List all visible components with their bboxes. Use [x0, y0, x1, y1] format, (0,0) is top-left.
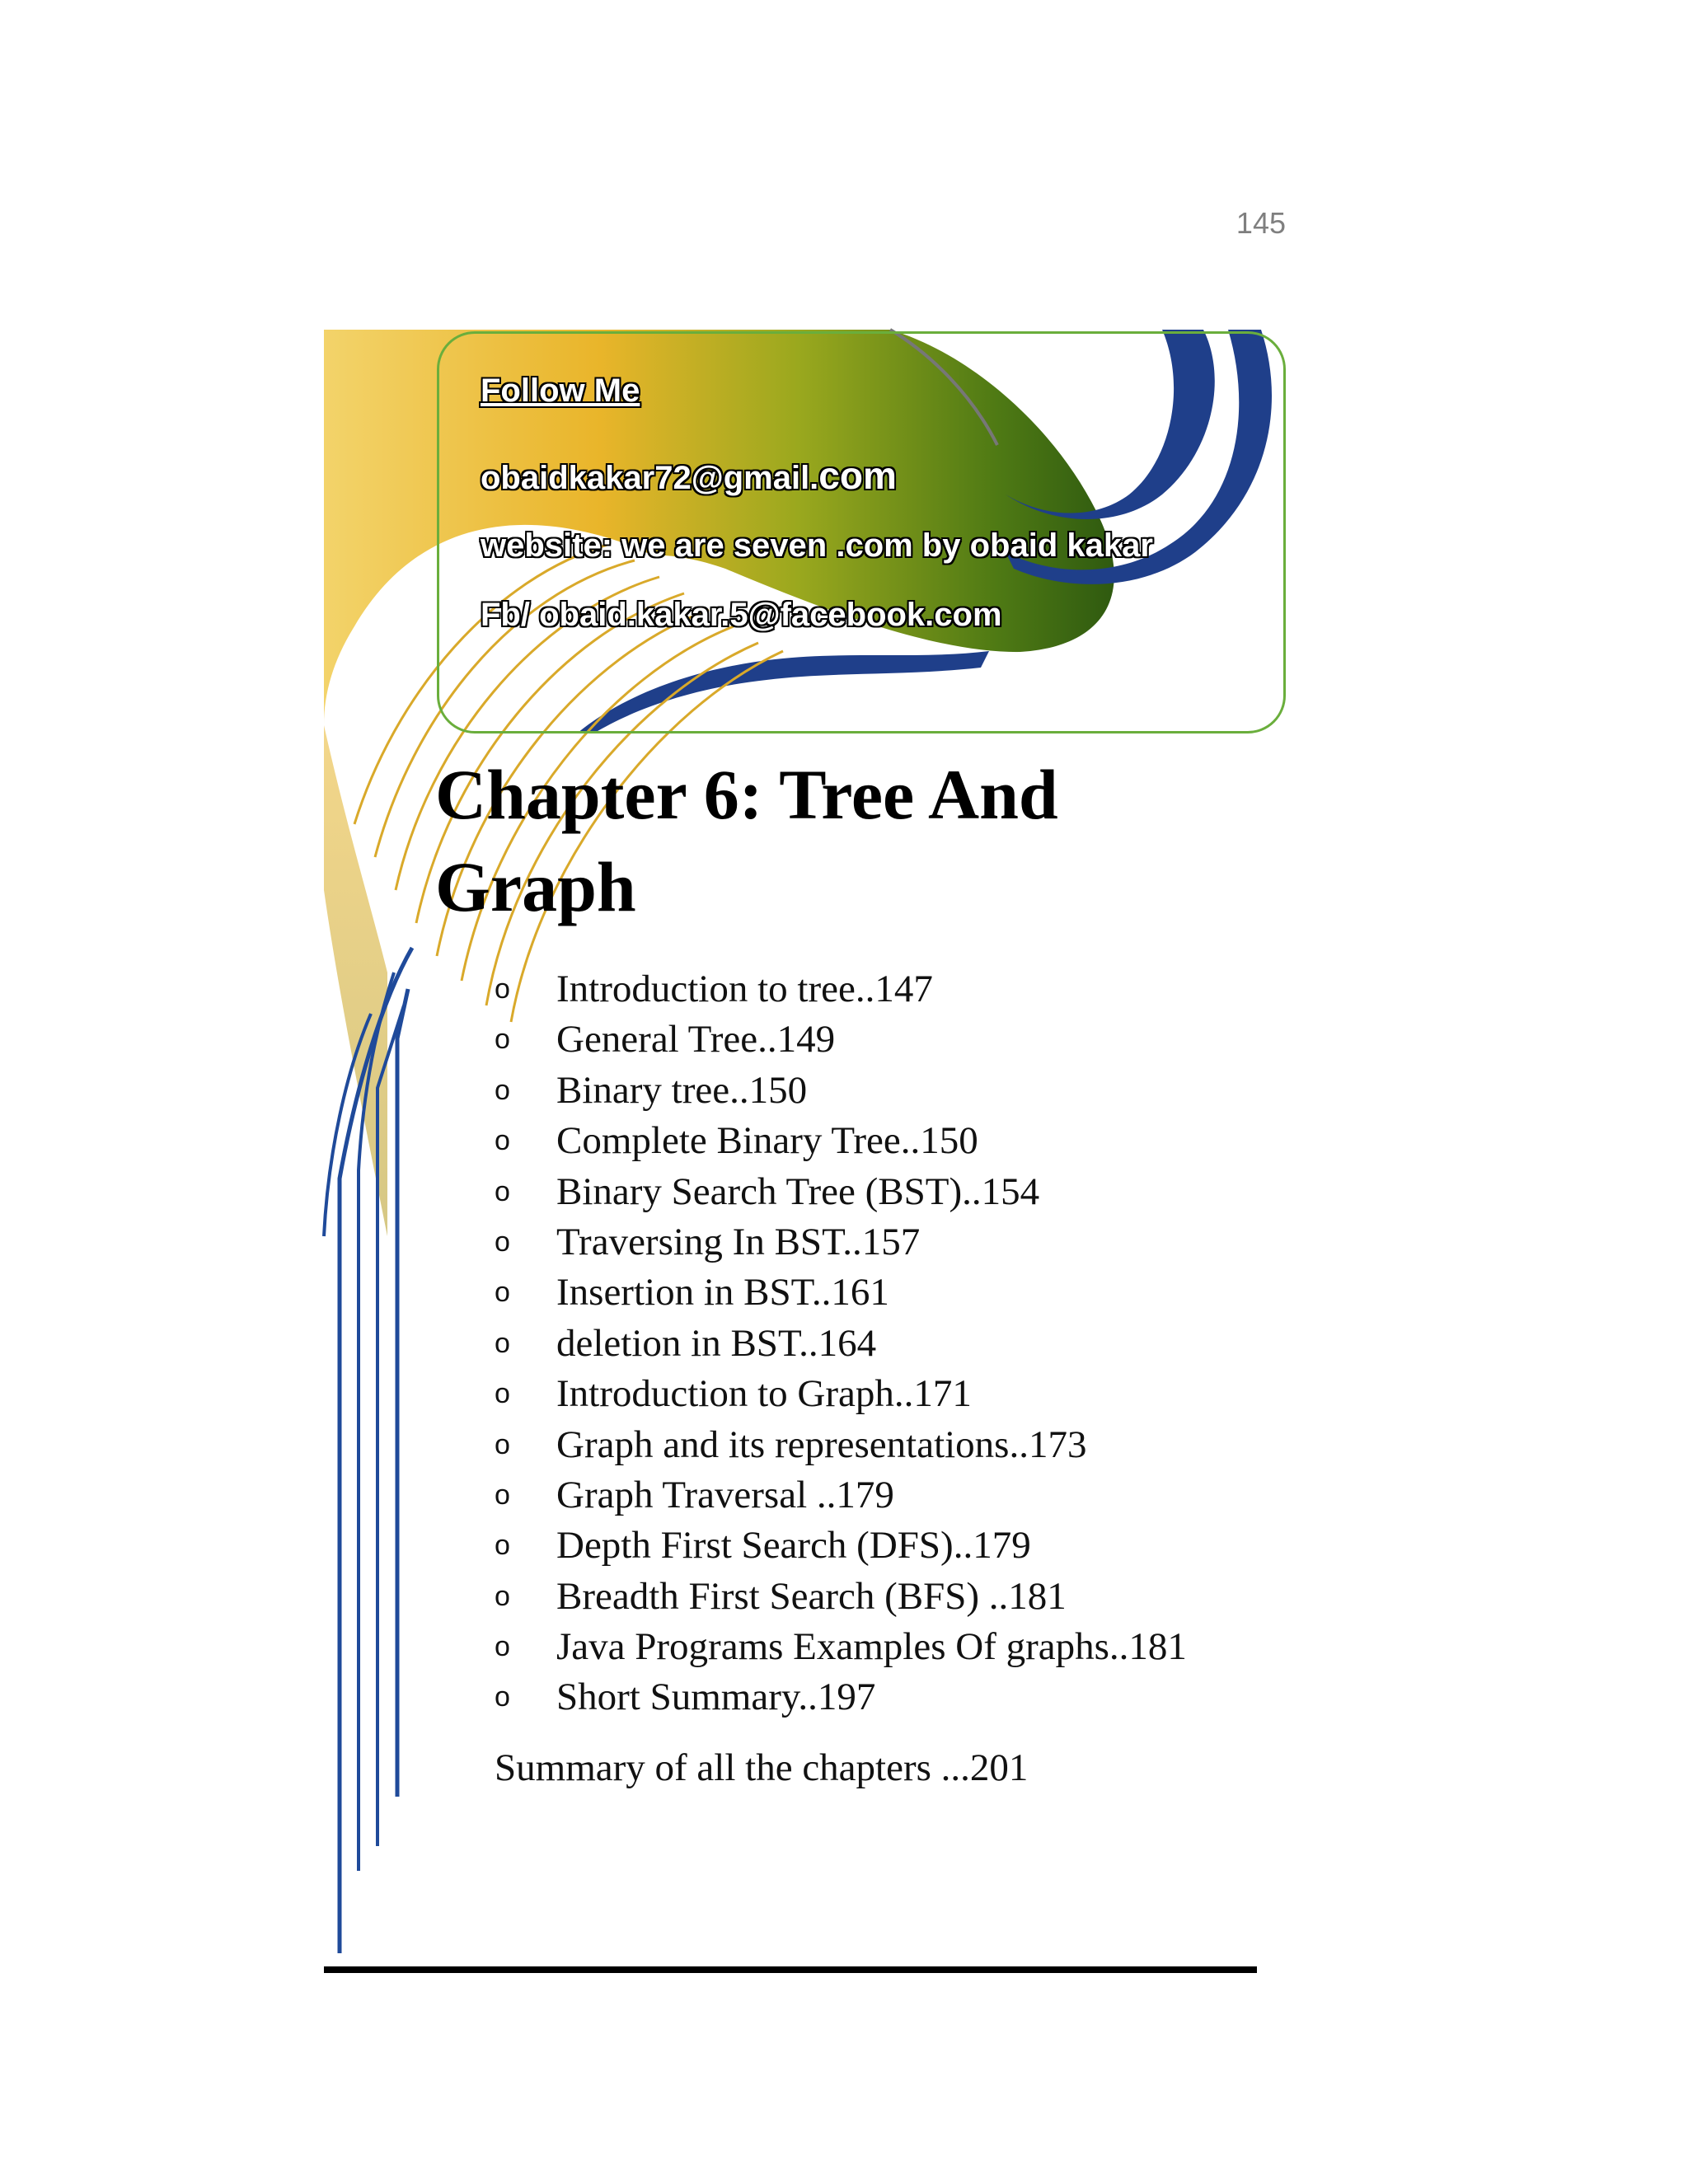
- toc-item-label: deletion in BST..164: [556, 1321, 877, 1365]
- toc-item: [495, 964, 1187, 1015]
- toc-item: [495, 1319, 1187, 1369]
- toc-item-label: Breadth First Search (BFS) ..181: [556, 1574, 1067, 1618]
- toc-item-label: Binary tree..150: [556, 1068, 808, 1112]
- toc-item-label: Java Programs Examples Of graphs..181: [556, 1625, 1187, 1669]
- toc-item-label: Complete Binary Tree..150: [556, 1119, 978, 1163]
- bullet-icon: o: [495, 973, 510, 1005]
- bullet-icon: o: [495, 1378, 510, 1410]
- bullet-icon: o: [495, 1530, 510, 1562]
- bullet-icon: o: [495, 1580, 510, 1612]
- chapter-title-line1: Chapter 6: Tree And: [435, 755, 1058, 834]
- summary-all-chapters: Summary of all the chapters ...201: [495, 1746, 1029, 1789]
- toc-item-label: Introduction to Graph..171: [556, 1372, 972, 1416]
- bullet-icon: o: [495, 1074, 510, 1106]
- toc-item-label: Short Summary..197: [556, 1675, 876, 1719]
- bullet-icon: o: [495, 1681, 510, 1713]
- email-name: obaidkakar72@gmail.: [481, 460, 819, 496]
- toc-item-label: Graph and its representations..173: [556, 1422, 1087, 1466]
- toc-item-label: General Tree..149: [556, 1018, 836, 1062]
- toc-item-label: Depth First Search (DFS)..179: [556, 1524, 1031, 1568]
- toc-item: [495, 1622, 1187, 1672]
- toc-item: [495, 1167, 1187, 1217]
- bullet-icon: o: [495, 1175, 510, 1207]
- follow-facebook[interactable]: Fb/ obaid.kakar.5@facebook.com: [481, 597, 1002, 633]
- toc-item: [495, 1066, 1187, 1116]
- toc-item-label: Introduction to tree..147: [556, 968, 933, 1010]
- toc-item: [495, 1672, 1187, 1722]
- toc-item-label: Traversing In BST..157: [556, 1220, 921, 1263]
- bullet-icon: o: [495, 1125, 510, 1157]
- chapter-title: [435, 748, 1292, 933]
- bullet-icon: o: [495, 1024, 510, 1056]
- toc-item: [495, 1420, 1187, 1470]
- bullet-icon: o: [495, 1631, 510, 1663]
- toc-item-label: Binary Search Tree (BST)..154: [556, 1169, 1040, 1213]
- follow-me-heading: Follow Me: [481, 373, 640, 409]
- toc-item: [495, 1369, 1187, 1419]
- toc-item-label: Insertion in BST..161: [556, 1271, 889, 1315]
- bullet-icon: o: [495, 1226, 510, 1258]
- toc-item: [495, 1470, 1187, 1521]
- bullet-icon: o: [495, 1428, 510, 1460]
- chapter-title-line2: Graph: [435, 847, 636, 926]
- bullet-icon: o: [495, 1327, 510, 1359]
- follow-website[interactable]: website: we are seven .com by obaid kakar: [481, 527, 1153, 564]
- email-tld: com: [818, 454, 897, 497]
- toc-item: [495, 1521, 1187, 1571]
- follow-email[interactable]: [481, 453, 897, 498]
- toc-item: [495, 1116, 1187, 1166]
- bullet-icon: o: [495, 1277, 510, 1309]
- bottom-rule: [324, 1966, 1257, 1973]
- page-number: 145: [1236, 206, 1286, 240]
- toc-item: [495, 1268, 1187, 1318]
- toc-item: [495, 1217, 1187, 1268]
- toc-item: [495, 1572, 1187, 1622]
- toc-item: [495, 1015, 1187, 1065]
- toc-item-label: Graph Traversal ..179: [556, 1473, 894, 1516]
- bullet-icon: o: [495, 1479, 510, 1511]
- table-of-contents: [495, 964, 1187, 1723]
